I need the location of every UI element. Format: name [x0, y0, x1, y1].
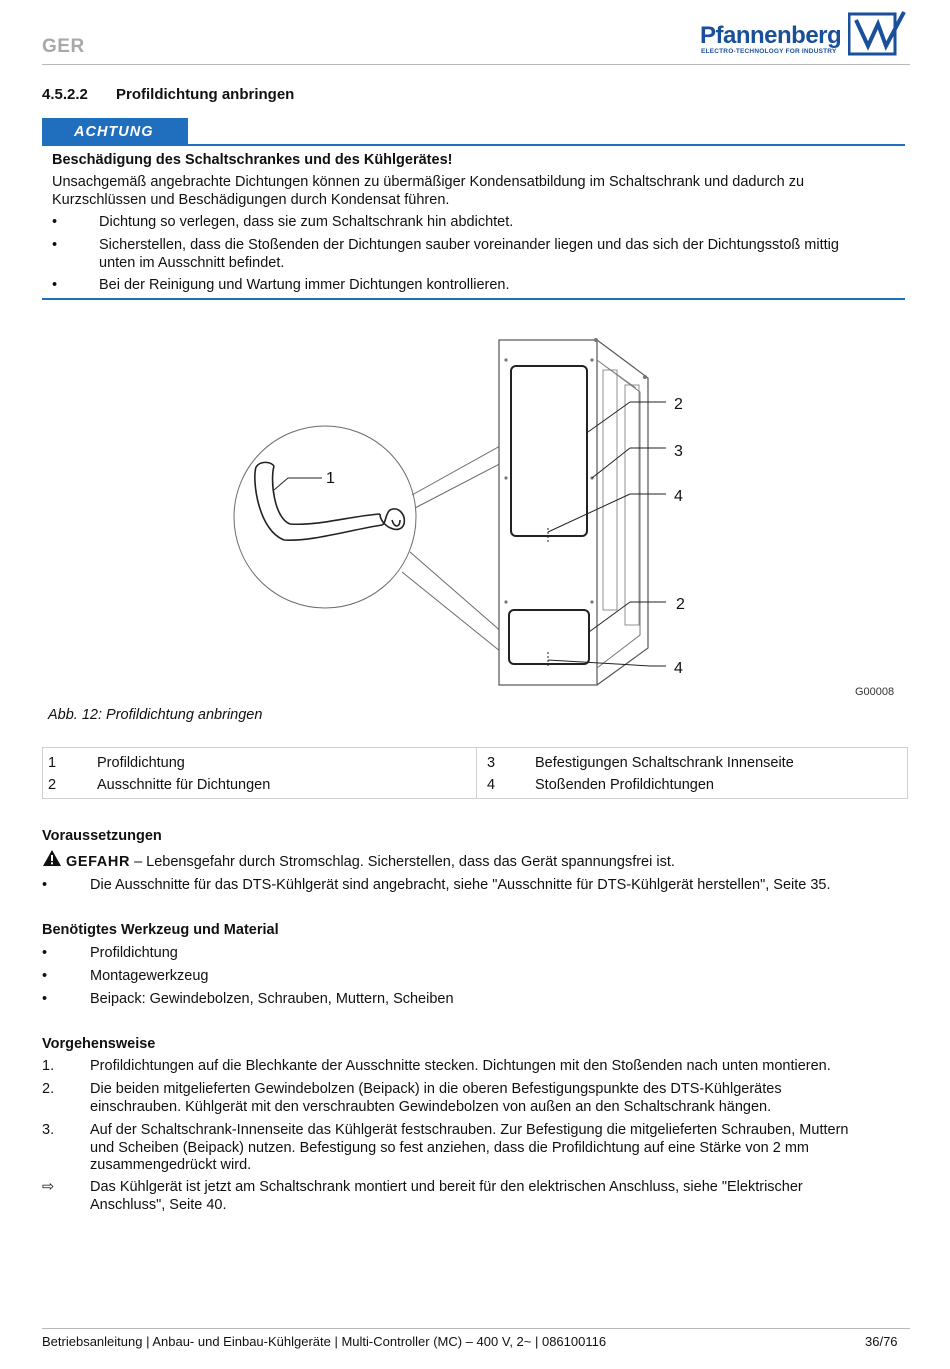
gasket-installation-figure: [230, 330, 710, 700]
footer-document-info: Betriebsanleitung | Anbau- und Einbau-Kühlgeräte | Multi-Controller (MC) – 400 V, 2~ | 086100116: [42, 1334, 607, 1349]
legend-text: Stoßenden Profildichtungen: [535, 777, 714, 793]
step-line: Auf der Schaltschrank-Innenseite das Kühlgerät festschrauben. Zur Befestigung die mitgelieferten Schrauben, Muttern: [90, 1122, 849, 1138]
figure-id: G00008: [855, 686, 895, 698]
bullet-symbol: •: [42, 991, 48, 1007]
result-line: Anschluss", Seite 40.: [90, 1196, 227, 1213]
procedure-step: [90, 1081, 900, 1116]
danger-label: GEFAHR: [66, 854, 131, 870]
callout-label: 4: [674, 660, 683, 677]
warning-triangle-icon: [42, 849, 62, 867]
notice-bullet-line: Bei der Reinigung und Wartung immer Dichtungen kontrollieren.: [99, 277, 510, 293]
callout-label: 2: [676, 596, 685, 613]
step-number: 3.: [42, 1122, 55, 1138]
danger-text: – Lebensgefahr durch Stromschlag. Sicherstellen, dass das Gerät spannungsfrei ist.: [134, 854, 675, 870]
bullet-symbol: •: [42, 945, 48, 961]
notice-body-line: Kurzschlüssen und Beschädigungen durch Kondensat führen.: [52, 191, 450, 208]
bullet-symbol: •: [52, 214, 58, 230]
callout-label: 1: [326, 470, 335, 487]
notice-body-line: Unsachgemäß angebrachte Dichtungen können zu übermäßiger Kondensatbildung im Schaltschrank und dadurch zu: [52, 174, 805, 190]
notice-body: [52, 174, 902, 209]
logo-tagline: ELECTRO-TECHNOLOGY FOR INDUSTRY: [701, 48, 837, 55]
step-line: und Scheiben (Beipack) nutzen. Befestigung so fest anziehen, dass die Profildichtung auf eine Stärke von 2 mm: [90, 1139, 809, 1156]
result-line: Das Kühlgerät ist jetzt am Schaltschrank montiert und bereit für den elektrischen Anschluss, siehe "Elektrischer: [90, 1179, 803, 1195]
bullet-symbol: •: [42, 877, 48, 893]
notice-top-rule: [42, 144, 905, 146]
logo-mark-icon: [848, 10, 908, 58]
legend-text: Ausschnitte für Dichtungen: [97, 777, 271, 793]
procedure-result: [90, 1179, 900, 1214]
prerequisite-item: Die Ausschnitte für das DTS-Kühlgerät sind angebracht, siehe "Ausschnitte für DTS-Kühlgerät herstellen", Seite 35.: [90, 877, 831, 893]
legend-number: 4: [487, 777, 496, 793]
header-rule: [42, 64, 910, 65]
figure-caption: Abb. 12: Profildichtung anbringen: [48, 707, 263, 723]
notice-heading: Beschädigung des Schaltschrankes und des Kühlgerätes!: [52, 152, 453, 168]
logo-name: Pfannenberg: [700, 22, 842, 49]
brand-logo: [698, 8, 908, 58]
language-code: GER: [42, 36, 85, 57]
notice-bullet: [99, 214, 899, 232]
tool-item: Montagewerkzeug: [90, 968, 209, 984]
callout-label: 2: [674, 396, 683, 413]
legend-text: Befestigungen Schaltschrank Innenseite: [535, 755, 794, 771]
procedure-step: [90, 1058, 900, 1076]
bullet-symbol: •: [42, 968, 48, 984]
section-title: Profildichtung anbringen: [116, 86, 295, 103]
zoom-leader-lines: [402, 440, 511, 660]
notice-bullet-line: Sicherstellen, dass die Stoßenden der Dichtungen sauber voreinander liegen und das sich der Dichtungsstoß mittig: [99, 237, 839, 253]
page-number: 36/76: [865, 1334, 898, 1349]
footer-rule: [42, 1328, 910, 1329]
section-number: 4.5.2.2: [42, 86, 88, 103]
legend-number: 2: [48, 777, 57, 793]
callout-label: 3: [674, 443, 683, 460]
step-line: Profildichtungen auf die Blechkante der Ausschnitte stecken. Dichtungen mit den Stoßenden nach unten montieren.: [90, 1058, 831, 1074]
danger-line: [66, 854, 675, 870]
bullet-symbol: •: [52, 237, 58, 253]
procedure-heading: Vorgehensweise: [42, 1036, 156, 1052]
lower-cutout: [509, 610, 589, 664]
tool-item: Profildichtung: [90, 945, 178, 961]
notice-bullet: [99, 237, 899, 272]
upper-cutout: [511, 366, 587, 536]
legend-divider: [476, 747, 477, 799]
step-line: einschrauben. Kühlgerät mit den verschraubten Gewindebolzen von außen an den Schaltschrank hängen.: [90, 1098, 772, 1115]
step-line: Die beiden mitgelieferten Gewindebolzen (Beipack) in die oberen Befestigungspunkte des DTS-Kühlgerätes: [90, 1081, 782, 1097]
tools-heading: Benötigtes Werkzeug und Material: [42, 922, 279, 938]
notice-bottom-rule: [42, 298, 905, 300]
legend-text: Profildichtung: [97, 755, 185, 771]
callout-label: 4: [674, 488, 683, 505]
step-line: zusammengedrückt wird.: [90, 1157, 252, 1173]
step-number: 2.: [42, 1081, 55, 1097]
result-arrow-icon: ⇨: [42, 1179, 55, 1195]
bullet-symbol: •: [52, 277, 58, 293]
prerequisites-heading: Voraussetzungen: [42, 828, 162, 844]
step-number: 1.: [42, 1058, 55, 1074]
notice-label: ACHTUNG: [42, 118, 188, 144]
legend-number: 3: [487, 755, 496, 771]
procedure-step: [90, 1122, 900, 1175]
detail-zoom-circle: [234, 426, 416, 608]
notice-bullet: [99, 277, 899, 295]
notice-bullet-line: unten im Ausschnitt befindet.: [99, 254, 285, 271]
legend-number: 1: [48, 755, 57, 771]
tool-item: Beipack: Gewindebolzen, Schrauben, Muttern, Scheiben: [90, 991, 454, 1007]
notice-bullet-line: Dichtung so verlegen, dass sie zum Schaltschrank hin abdichtet.: [99, 214, 514, 230]
